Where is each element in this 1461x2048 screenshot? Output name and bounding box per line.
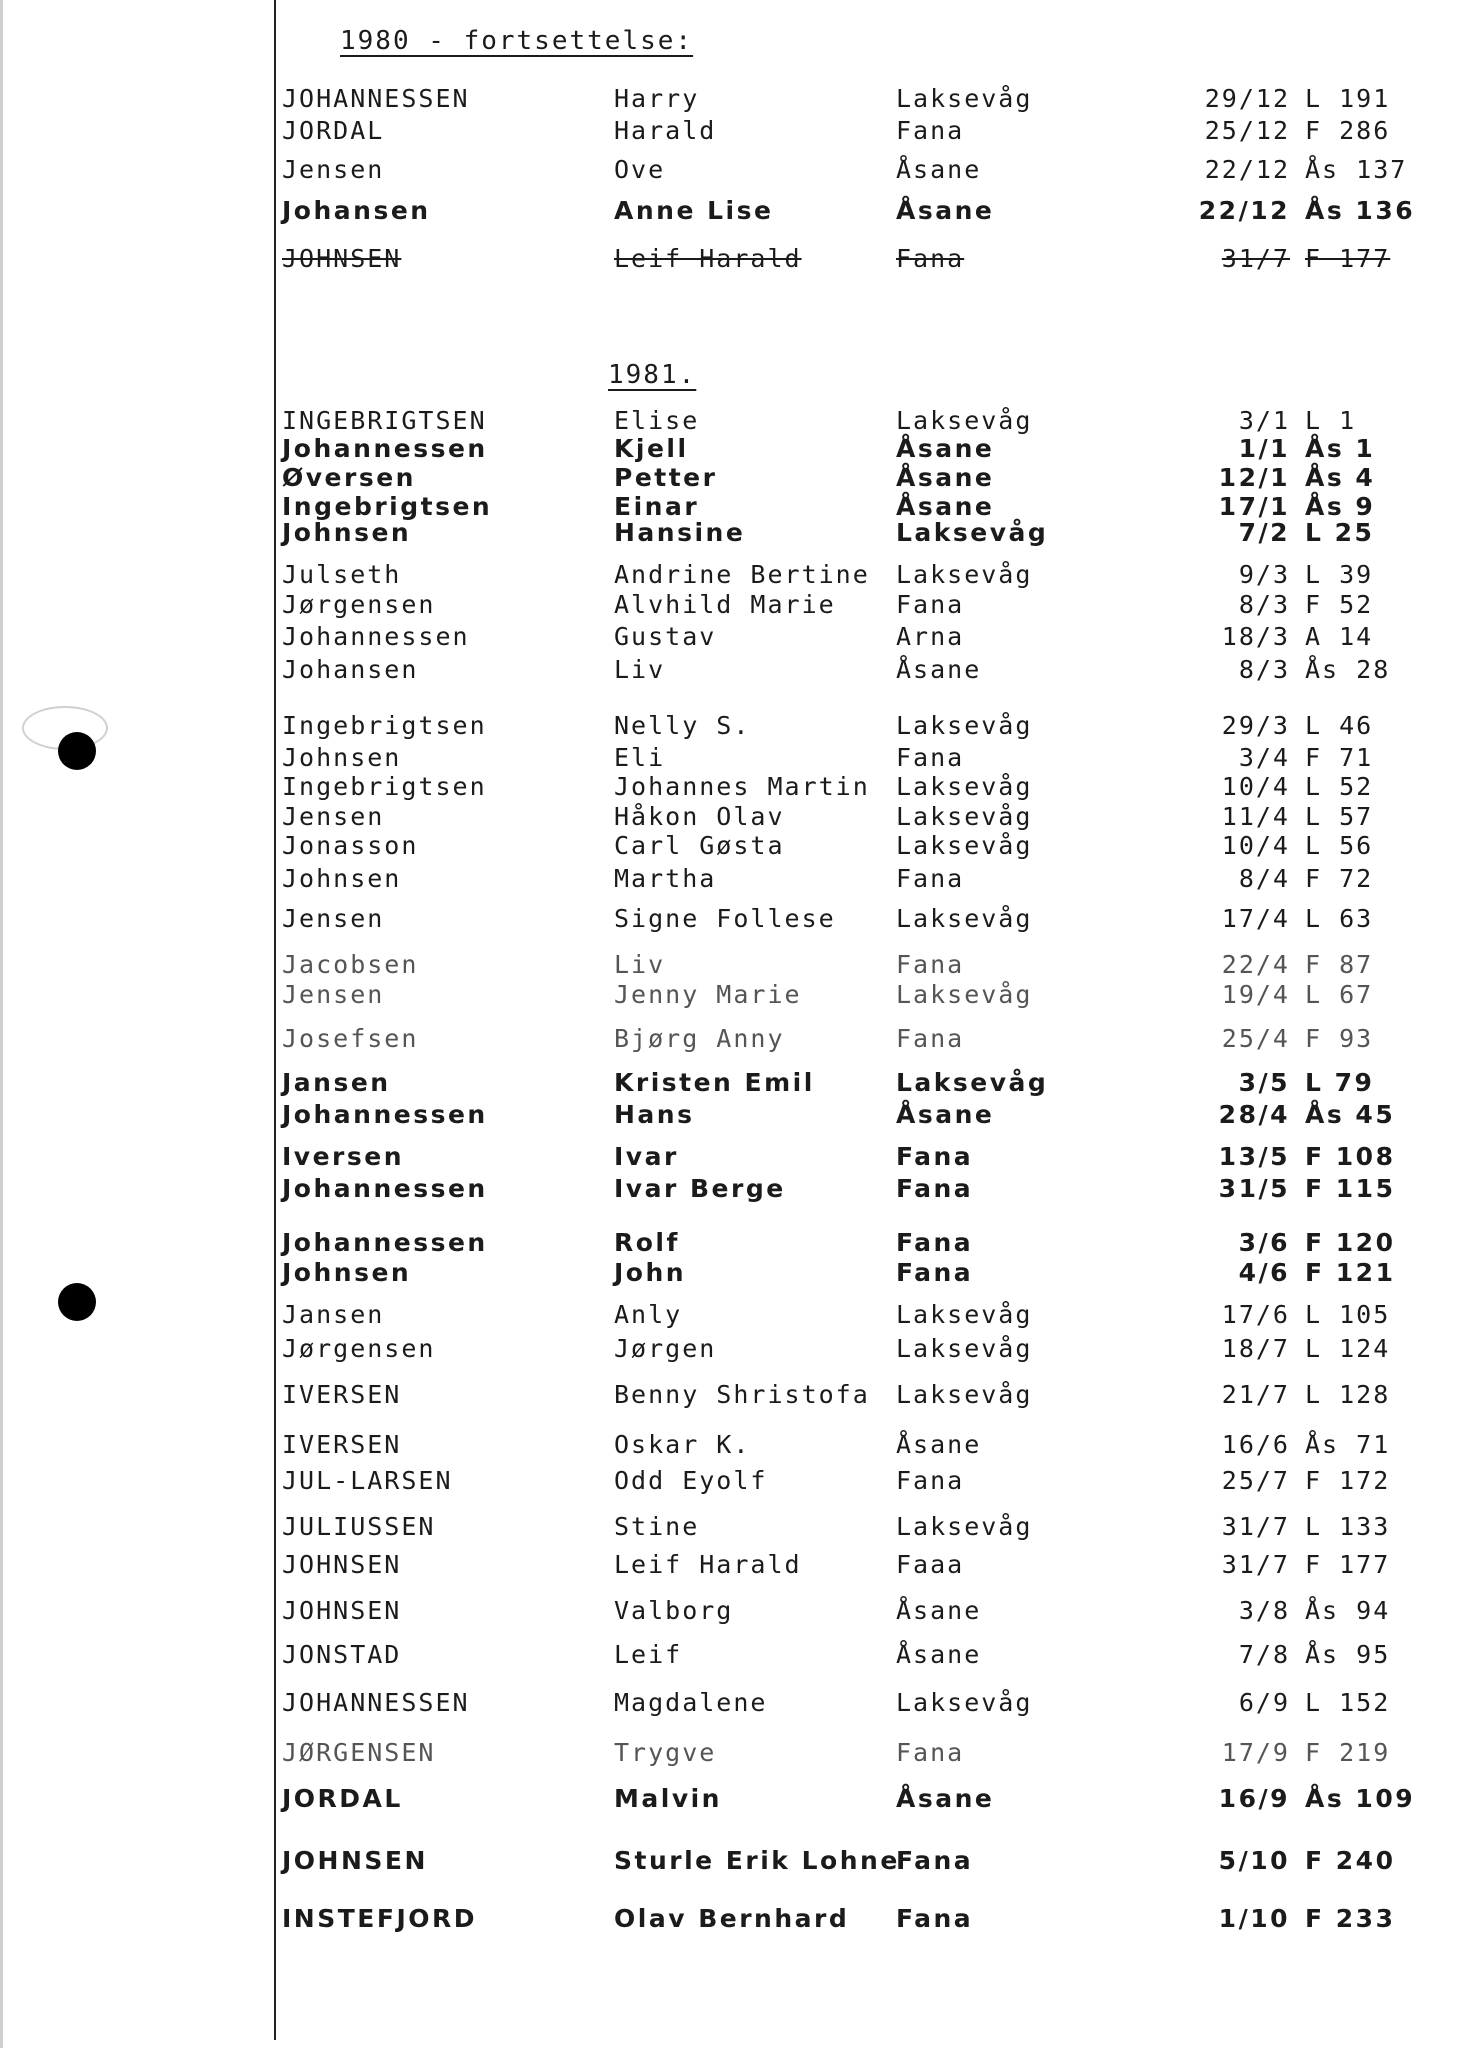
first-name: Nelly S. [614, 711, 751, 740]
first-name: Hans [614, 1100, 695, 1129]
reference: Ås 71 [1305, 1430, 1391, 1459]
surname: Josefsen [282, 1024, 419, 1053]
surname: Jørgensen [282, 590, 436, 619]
surname: Johnsen [282, 518, 412, 547]
place: Åsane [896, 196, 995, 225]
date: 3/1 [1238, 406, 1290, 435]
first-name: Anly [614, 1300, 683, 1329]
first-name: Hansine [614, 518, 746, 547]
surname: Iversen [282, 1142, 405, 1171]
reference: F 177 [1305, 244, 1391, 273]
place: Fana [896, 1228, 974, 1257]
reference: F 120 [1305, 1228, 1396, 1257]
date: 21/7 [1221, 1380, 1290, 1409]
first-name: Benny Shristofa [614, 1380, 870, 1409]
date: 1/1 [1238, 434, 1290, 463]
record-row [0, 802, 1461, 834]
first-name: Leif Harald [614, 1550, 802, 1579]
date: 3/8 [1238, 1596, 1290, 1625]
surname: INGEBRIGTSEN [282, 406, 487, 435]
reference: Ås 1 [1305, 434, 1376, 463]
surname: JORDAL [282, 116, 385, 145]
date: 12/1 [1218, 463, 1290, 492]
date: 5/10 [1218, 1846, 1290, 1875]
record-row [0, 463, 1461, 495]
date: 31/7 [1221, 1512, 1290, 1541]
first-name: Harry [614, 84, 700, 113]
record-row [0, 518, 1461, 550]
date: 18/3 [1221, 622, 1290, 651]
surname: Johansen [282, 655, 419, 684]
surname: IVERSEN [282, 1380, 402, 1409]
place: Åsane [896, 434, 995, 463]
record-row [0, 622, 1461, 654]
surname: Ingebrigtsen [282, 772, 487, 801]
first-name: Liv [614, 950, 666, 979]
place: Fana [896, 116, 965, 145]
surname: Johansen [282, 196, 431, 225]
reference: F 71 [1305, 743, 1374, 772]
record-row [0, 1228, 1461, 1260]
reference: Ås 95 [1305, 1640, 1391, 1669]
record-row [0, 1640, 1461, 1672]
surname: JOHNSEN [282, 1550, 402, 1579]
place: Laksevåg [896, 1380, 1033, 1409]
record-row [0, 560, 1461, 592]
record-row [0, 1466, 1461, 1498]
reference: L 67 [1305, 980, 1374, 1009]
place: Laksevåg [896, 406, 1033, 435]
record-row [0, 155, 1461, 187]
place: Åsane [896, 655, 982, 684]
first-name: Jenny Marie [614, 980, 802, 1009]
place: Åsane [896, 1100, 995, 1129]
surname: Johnsen [282, 864, 402, 893]
date: 22/12 [1204, 155, 1290, 184]
record-row [0, 655, 1461, 687]
reference: A 14 [1305, 622, 1374, 651]
first-name: Kristen Emil [614, 1068, 815, 1097]
reference: F 177 [1305, 1550, 1391, 1579]
place: Laksevåg [896, 518, 1049, 547]
record-row [0, 434, 1461, 466]
record-row [0, 1904, 1461, 1936]
first-name: Johannes Martin [614, 772, 870, 801]
date: 13/5 [1218, 1142, 1290, 1171]
surname: Johnsen [282, 743, 402, 772]
first-name: Malvin [614, 1784, 722, 1813]
first-name: Odd Eyolf [614, 1466, 768, 1495]
reference: F 121 [1305, 1258, 1396, 1287]
place: Laksevåg [896, 904, 1033, 933]
place: Laksevåg [896, 84, 1033, 113]
place: Laksevåg [896, 1688, 1033, 1717]
date: 4/6 [1238, 1258, 1290, 1287]
record-row [0, 1550, 1461, 1582]
heading-1981: 1981. [608, 360, 697, 390]
first-name: Magdalene [614, 1688, 768, 1717]
date: 29/12 [1204, 84, 1290, 113]
first-name: Leif Harald [614, 244, 802, 273]
surname: Ingebrigtsen [282, 711, 487, 740]
place: Åsane [896, 463, 995, 492]
record-row [0, 1258, 1461, 1290]
reference: F 286 [1305, 116, 1391, 145]
date: 25/7 [1221, 1466, 1290, 1495]
surname: Jensen [282, 980, 385, 1009]
first-name: Ivar [614, 1142, 679, 1171]
surname: Johannessen [282, 434, 488, 463]
reference: Ås 9 [1305, 492, 1376, 521]
reference: L 191 [1305, 84, 1391, 113]
date: 31/7 [1221, 244, 1290, 273]
reference: F 72 [1305, 864, 1374, 893]
place: Fana [896, 1024, 965, 1053]
surname: Johannessen [282, 1228, 488, 1257]
record-row [0, 84, 1461, 116]
record-row [0, 864, 1461, 896]
place: Laksevåg [896, 980, 1033, 1009]
place: Fana [896, 1846, 974, 1875]
record-row [0, 1142, 1461, 1174]
first-name: Harald [614, 116, 717, 145]
surname: JOHNSEN [282, 244, 402, 273]
place: Åsane [896, 1596, 982, 1625]
reference: F 52 [1305, 590, 1374, 619]
surname: JOHNSEN [282, 1596, 402, 1625]
reference: F 108 [1305, 1142, 1396, 1171]
date: 31/7 [1221, 1550, 1290, 1579]
place: Åsane [896, 1430, 982, 1459]
place: Laksevåg [896, 772, 1033, 801]
place: Laksevåg [896, 831, 1033, 860]
first-name: Leif [614, 1640, 683, 1669]
place: Laksevåg [896, 1334, 1033, 1363]
date: 17/1 [1218, 492, 1290, 521]
surname: Ingebrigtsen [282, 492, 493, 521]
surname: JORDAL [282, 1784, 403, 1813]
place: Laksevåg [896, 1512, 1033, 1541]
date: 3/6 [1238, 1228, 1290, 1257]
place: Fana [896, 590, 965, 619]
reference: L 56 [1305, 831, 1374, 860]
date: 22/12 [1198, 196, 1290, 225]
date: 16/6 [1221, 1430, 1290, 1459]
reference: F 115 [1305, 1174, 1396, 1203]
place: Fana [896, 244, 965, 273]
reference: L 152 [1305, 1688, 1391, 1717]
place: Åsane [896, 155, 982, 184]
record-row [0, 772, 1461, 804]
reference: L 128 [1305, 1380, 1391, 1409]
surname: Jensen [282, 904, 385, 933]
date: 8/3 [1238, 655, 1290, 684]
first-name: Håkon Olav [614, 802, 785, 831]
surname: Jensen [282, 802, 385, 831]
date: 31/5 [1218, 1174, 1290, 1203]
reference: F 93 [1305, 1024, 1374, 1053]
reference: Ås 28 [1305, 655, 1391, 684]
first-name: Andrine Bertine [614, 560, 870, 589]
first-name: Signe Follese [614, 904, 836, 933]
reference: Ås 4 [1305, 463, 1376, 492]
reference: L 124 [1305, 1334, 1391, 1363]
surname: Johannessen [282, 1100, 488, 1129]
date: 10/4 [1221, 772, 1290, 801]
date: 7/2 [1238, 518, 1290, 547]
place: Fana [896, 1258, 974, 1287]
place: Fana [896, 1142, 974, 1171]
date: 29/3 [1221, 711, 1290, 740]
place: Faaa [896, 1550, 965, 1579]
surname: Jensen [282, 155, 385, 184]
first-name: Einar [614, 492, 700, 521]
first-name: Sturle Erik Lohne [614, 1846, 900, 1875]
place: Fana [896, 1738, 965, 1767]
reference: Ås 109 [1305, 1784, 1416, 1813]
first-name: Stine [614, 1512, 700, 1541]
date: 17/4 [1221, 904, 1290, 933]
reference: L 46 [1305, 711, 1374, 740]
reference: L 133 [1305, 1512, 1391, 1541]
date: 8/4 [1238, 864, 1290, 893]
reference: L 39 [1305, 560, 1374, 589]
date: 8/3 [1238, 590, 1290, 619]
surname: Jonasson [282, 831, 419, 860]
date: 7/8 [1238, 1640, 1290, 1669]
reference: L 25 [1305, 518, 1375, 547]
surname: JOHANNESSEN [282, 84, 470, 113]
first-name: Rolf [614, 1228, 680, 1257]
surname: JONSTAD [282, 1640, 402, 1669]
record-row [0, 980, 1461, 1012]
surname: Jansen [282, 1300, 385, 1329]
surname: Jacobsen [282, 950, 419, 979]
place: Fana [896, 950, 965, 979]
record-row [0, 590, 1461, 622]
surname: IVERSEN [282, 1430, 402, 1459]
first-name: Anne Lise [614, 196, 774, 225]
reference: L 63 [1305, 904, 1374, 933]
record-row [0, 1174, 1461, 1206]
first-name: Petter [614, 463, 718, 492]
record-row [0, 950, 1461, 982]
surname: Øversen [282, 463, 416, 492]
surname: Johannessen [282, 1174, 488, 1203]
record-row [0, 831, 1461, 863]
first-name: Ove [614, 155, 666, 184]
place: Fana [896, 743, 965, 772]
place: Fana [896, 1466, 965, 1495]
record-row [0, 196, 1461, 228]
first-name: John [614, 1258, 687, 1287]
record-row [0, 1024, 1461, 1056]
record-row-struck [0, 244, 1461, 276]
reference: F 219 [1305, 1738, 1391, 1767]
first-name: Ivar Berge [614, 1174, 786, 1203]
date: 16/9 [1218, 1784, 1290, 1813]
reference: Ås 137 [1305, 155, 1408, 184]
place: Laksevåg [896, 711, 1033, 740]
record-row [0, 904, 1461, 936]
place: Fana [896, 864, 965, 893]
reference: L 52 [1305, 772, 1374, 801]
reference: L 105 [1305, 1300, 1391, 1329]
place: Åsane [896, 492, 995, 521]
record-row [0, 1100, 1461, 1132]
date: 18/7 [1221, 1334, 1290, 1363]
surname: JUL-LARSEN [282, 1466, 453, 1495]
record-row [0, 1300, 1461, 1332]
place: Åsane [896, 1640, 982, 1669]
surname: Jørgensen [282, 1334, 436, 1363]
record-row [0, 1784, 1461, 1816]
date: 1/10 [1218, 1904, 1290, 1933]
surname: Johnsen [282, 1258, 412, 1287]
reference: F 172 [1305, 1466, 1391, 1495]
reference: Ås 94 [1305, 1596, 1391, 1625]
record-row [0, 1068, 1461, 1100]
record-row [0, 1846, 1461, 1878]
first-name: Jørgen [614, 1334, 717, 1363]
record-row [0, 1430, 1461, 1462]
surname: INSTEFJORD [282, 1904, 477, 1933]
record-row [0, 1380, 1461, 1412]
surname: JOHANNESSEN [282, 1688, 470, 1717]
first-name: Bjørg Anny [614, 1024, 785, 1053]
reference: F 233 [1305, 1904, 1396, 1933]
reference: L 57 [1305, 802, 1374, 831]
place: Fana [896, 1174, 974, 1203]
reference: L 1 [1305, 406, 1357, 435]
record-row [0, 1512, 1461, 1544]
date: 25/12 [1204, 116, 1290, 145]
place: Åsane [896, 1784, 995, 1813]
first-name: Eli [614, 743, 666, 772]
first-name: Gustav [614, 622, 717, 651]
place: Laksevåg [896, 802, 1033, 831]
margin-rule [274, 0, 276, 2040]
first-name: Olav Bernhard [614, 1904, 850, 1933]
place: Laksevåg [896, 1300, 1033, 1329]
surname: JØRGENSEN [282, 1738, 436, 1767]
date: 22/4 [1221, 950, 1290, 979]
record-row [0, 1688, 1461, 1720]
record-row [0, 116, 1461, 148]
date: 3/5 [1238, 1068, 1290, 1097]
reference: Ås 136 [1305, 196, 1416, 225]
surname: Johannessen [282, 622, 470, 651]
surname: JOHNSEN [282, 1846, 428, 1875]
place: Laksevåg [896, 1068, 1049, 1097]
date: 25/4 [1221, 1024, 1290, 1053]
first-name: Alvhild Marie [614, 590, 836, 619]
surname: Jansen [282, 1068, 391, 1097]
record-row [0, 743, 1461, 775]
first-name: Carl Gøsta [614, 831, 785, 860]
reference: Ås 45 [1305, 1100, 1396, 1129]
date: 6/9 [1238, 1688, 1290, 1717]
reference: F 240 [1305, 1846, 1396, 1875]
record-row [0, 1334, 1461, 1366]
first-name: Valborg [614, 1596, 734, 1625]
first-name: Liv [614, 655, 666, 684]
date: 17/6 [1221, 1300, 1290, 1329]
record-row [0, 1596, 1461, 1628]
first-name: Trygve [614, 1738, 717, 1767]
place: Arna [896, 622, 965, 651]
heading-1980: 1980 - fortsettelse: [340, 26, 694, 56]
date: 28/4 [1218, 1100, 1290, 1129]
date: 11/4 [1221, 802, 1290, 831]
date: 3/4 [1238, 743, 1290, 772]
first-name: Kjell [614, 434, 689, 463]
first-name: Elise [614, 406, 700, 435]
date: 10/4 [1221, 831, 1290, 860]
record-row [0, 711, 1461, 743]
surname: Julseth [282, 560, 402, 589]
first-name: Martha [614, 864, 717, 893]
place: Fana [896, 1904, 974, 1933]
record-row [0, 1738, 1461, 1770]
date: 19/4 [1221, 980, 1290, 1009]
reference: L 79 [1305, 1068, 1375, 1097]
place: Laksevåg [896, 560, 1033, 589]
surname: JULIUSSEN [282, 1512, 436, 1541]
first-name: Oskar K. [614, 1430, 751, 1459]
reference: F 87 [1305, 950, 1374, 979]
date: 9/3 [1238, 560, 1290, 589]
date: 17/9 [1221, 1738, 1290, 1767]
